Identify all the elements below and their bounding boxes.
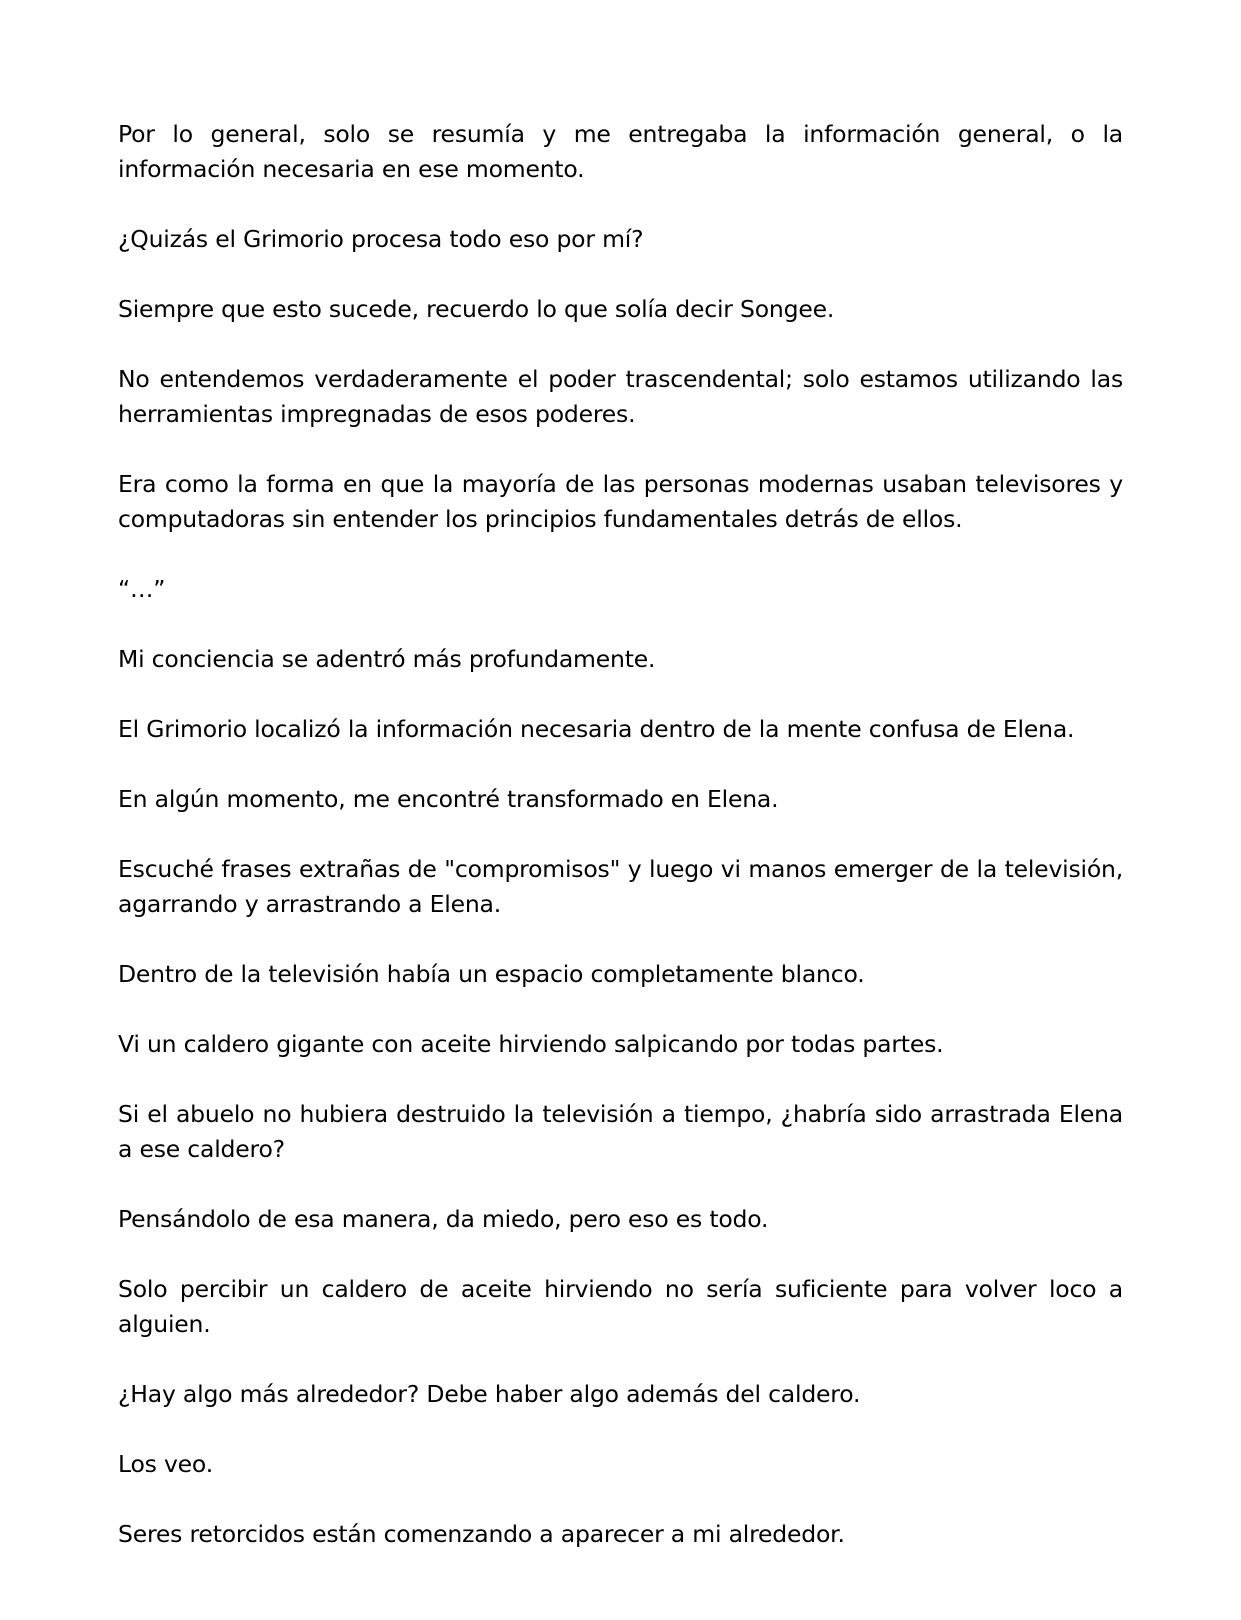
paragraph-4: No entendemos verdaderamente el poder trascendental; solo estamos utilizando las herramientas impregnadas de esos poderes. xyxy=(118,365,1123,428)
paragraph-5: Era como la forma en que la mayoría de las personas modernas usaban televisores y computadoras sin entender los principios fundamentales detrás de ellos. xyxy=(118,470,1123,533)
paragraph-2: ¿Quizás el Grimorio procesa todo eso por mí? xyxy=(118,225,644,253)
paragraph-13: Si el abuelo no hubiera destruido la televisión a tiempo, ¿habría sido arrastrada Elena a ese caldero? xyxy=(118,1100,1123,1163)
paragraph-15: Solo percibir un caldero de aceite hirviendo no sería suficiente para volver loco a alguien. xyxy=(118,1275,1123,1338)
paragraph-8: El Grimorio localizó la información necesaria dentro de la mente confusa de Elena. xyxy=(118,715,1075,743)
paragraph-10: Escuché frases extrañas de "compromisos" y luego vi manos emerger de la televisión, agarrando y arrastrando a Elena. xyxy=(118,855,1123,918)
paragraph-1: Por lo general, solo se resumía y me entregaba la información general, o la información necesaria en ese momento. xyxy=(118,120,1123,183)
paragraph-7: Mi conciencia se adentró más profundamente. xyxy=(118,645,656,673)
paragraph-11: Dentro de la televisión había un espacio completamente blanco. xyxy=(118,960,865,988)
paragraph-16: ¿Hay algo más alrededor? Debe haber algo además del caldero. xyxy=(118,1380,861,1408)
paragraph-14: Pensándolo de esa manera, da miedo, pero eso es todo. xyxy=(118,1205,769,1233)
paragraph-17: Los veo. xyxy=(118,1450,213,1478)
document-page xyxy=(118,117,1123,1587)
paragraph-6: “…” xyxy=(118,575,166,603)
paragraph-3: Siempre que esto sucede, recuerdo lo que solía decir Songee. xyxy=(118,295,835,323)
paragraph-9: En algún momento, me encontré transformado en Elena. xyxy=(118,785,779,813)
paragraph-18: Seres retorcidos están comenzando a aparecer a mi alrededor. xyxy=(118,1520,845,1548)
paragraph-12: Vi un caldero gigante con aceite hirviendo salpicando por todas partes. xyxy=(118,1030,944,1058)
